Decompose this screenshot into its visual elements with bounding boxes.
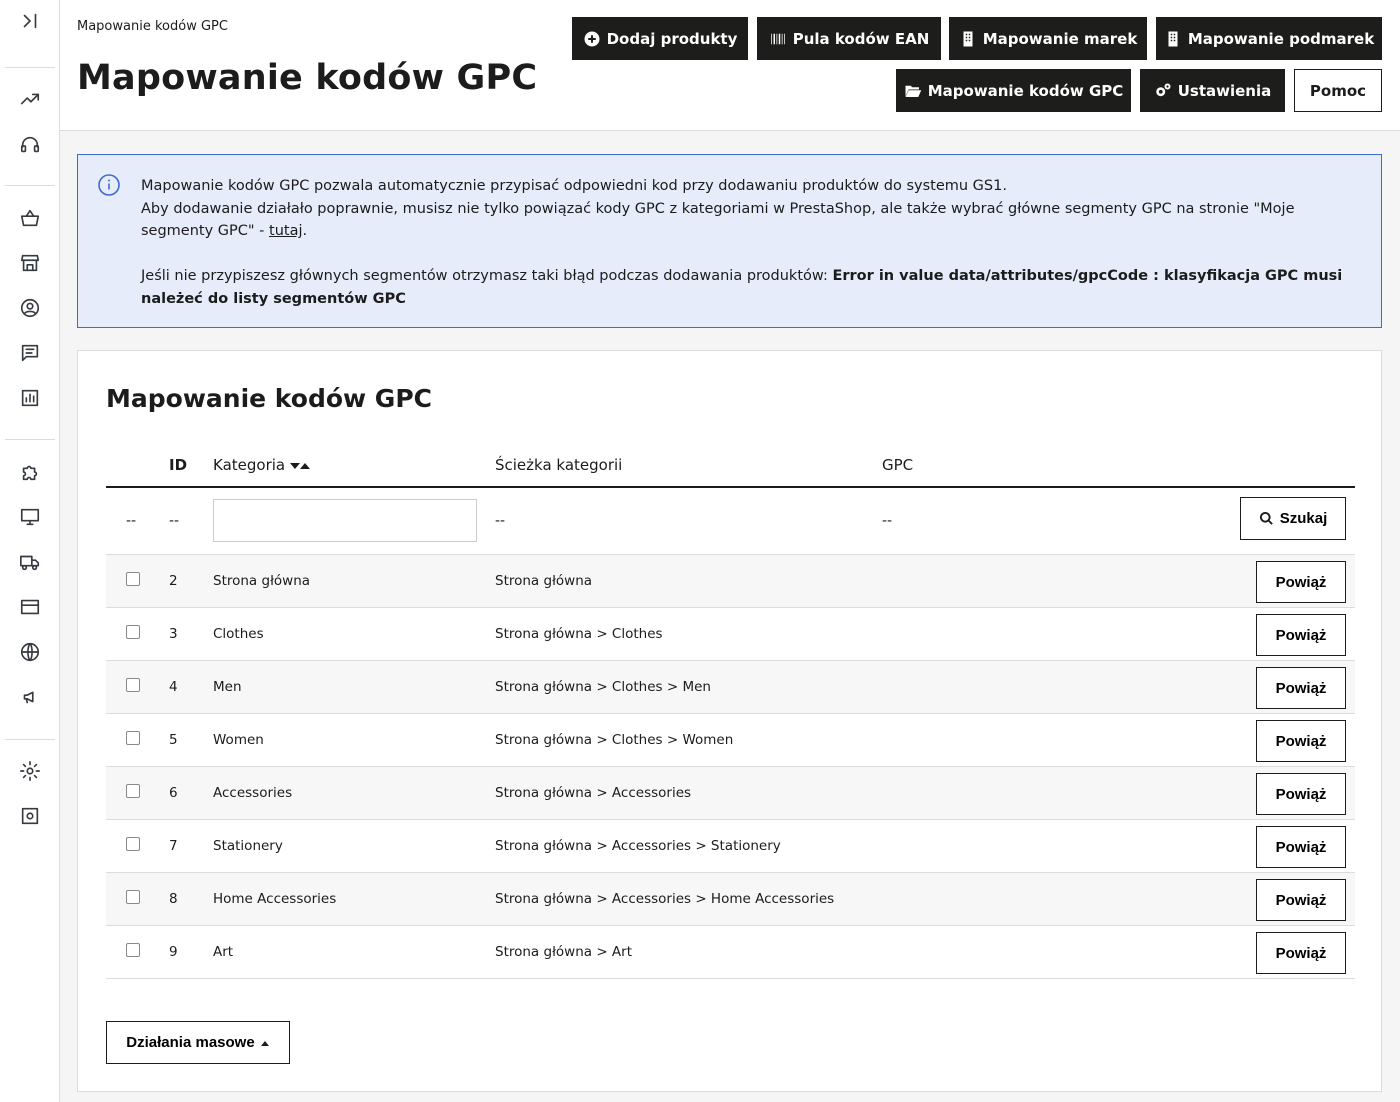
basket-icon[interactable] xyxy=(14,202,46,234)
table-row xyxy=(106,820,1355,873)
filter-id-placeholder: -- xyxy=(169,513,180,529)
table-row xyxy=(106,873,1355,926)
row-category: Men xyxy=(213,679,242,695)
table-row xyxy=(106,714,1355,767)
brand-mapping-button[interactable] xyxy=(949,17,1147,60)
trending-icon[interactable] xyxy=(14,83,46,115)
info-alert xyxy=(77,154,1382,328)
add-products-button[interactable] xyxy=(572,17,748,60)
row-path: Strona główna xyxy=(495,573,593,589)
panel-title: Mapowanie kodów GPC xyxy=(106,384,433,413)
sort-asc-icon[interactable] xyxy=(300,462,310,470)
table-row xyxy=(106,767,1355,820)
row-path: Strona główna > Clothes xyxy=(495,626,663,642)
column-path: Ścieżka kategorii xyxy=(495,456,623,474)
alert-line-3 xyxy=(141,265,1356,310)
alert-line-1: Mapowanie kodów GPC pozwala automatycznie przypisać odpowiedni kod przy dodawaniu produktów do systemu GS1. xyxy=(141,178,1007,194)
row-id: 9 xyxy=(169,944,178,960)
monitor-icon[interactable] xyxy=(14,501,46,533)
subbrand-mapping-button[interactable] xyxy=(1156,17,1382,60)
row-checkbox[interactable] xyxy=(126,784,140,798)
alert-text xyxy=(141,175,1356,311)
search-label: Szukaj xyxy=(1279,510,1328,527)
sidebar-divider xyxy=(5,439,55,440)
bind-gpc-button[interactable]: Powiąż xyxy=(1256,773,1346,815)
row-id: 5 xyxy=(169,732,178,748)
column-category-label: Kategoria xyxy=(213,456,286,474)
search-icon xyxy=(1259,511,1274,526)
ean-pool-button[interactable] xyxy=(757,17,941,60)
gpc-mapping-button[interactable] xyxy=(896,69,1131,112)
settings-label: Ustawienia xyxy=(1177,81,1272,100)
puzzle-icon[interactable] xyxy=(14,456,46,488)
page-title: Mapowanie kodów GPC xyxy=(77,58,538,98)
row-category: Art xyxy=(213,944,234,960)
row-category: Women xyxy=(213,732,264,748)
breadcrumb[interactable]: Mapowanie kodów GPC xyxy=(77,19,228,34)
row-category: Home Accessories xyxy=(213,891,337,907)
truck-icon[interactable] xyxy=(14,546,46,578)
alert-line-3-text: Jeśli nie przypiszesz głównych segmentów otrzymasz taki błąd podczas dodawania produktów: xyxy=(141,268,833,285)
sidebar-divider xyxy=(5,185,55,186)
support-icon[interactable] xyxy=(14,129,46,161)
row-checkbox[interactable] xyxy=(126,837,140,851)
gear-icon[interactable] xyxy=(14,755,46,787)
table-row xyxy=(106,926,1355,979)
row-checkbox[interactable] xyxy=(126,625,140,639)
table-row xyxy=(106,661,1355,714)
alert-line-2-end: . xyxy=(302,223,308,240)
user-icon[interactable] xyxy=(14,292,46,324)
alert-error-text: Error in value data/attributes/gpcCode : klasyfikacja GPC musi należeć do listy segmentów GPC xyxy=(141,268,1343,307)
gears-icon xyxy=(1154,82,1172,100)
row-checkbox[interactable] xyxy=(126,572,140,586)
bind-gpc-button[interactable]: Powiąż xyxy=(1256,879,1346,921)
brand-mapping-label: Mapowanie marek xyxy=(982,29,1138,48)
column-id: ID xyxy=(169,456,188,474)
sort-desc-icon[interactable] xyxy=(290,462,300,470)
table-row xyxy=(106,555,1355,608)
barcode-icon xyxy=(769,30,787,48)
filter-row xyxy=(106,489,1355,555)
subbrand-mapping-label: Mapowanie podmarek xyxy=(1187,29,1375,48)
row-checkbox[interactable] xyxy=(126,678,140,692)
row-category: Accessories xyxy=(213,785,293,801)
row-path: Strona główna > Accessories xyxy=(495,785,692,801)
filter-select-placeholder: -- xyxy=(126,513,137,529)
bulk-actions-button[interactable] xyxy=(106,1021,290,1064)
row-category: Clothes xyxy=(213,626,264,642)
filter-gpc-placeholder: -- xyxy=(882,513,893,529)
column-gpc: GPC xyxy=(882,456,914,474)
row-path: Strona główna > Clothes > Women xyxy=(495,732,734,748)
sidebar-divider xyxy=(5,67,55,68)
settings-button[interactable] xyxy=(1140,69,1285,112)
stats-icon[interactable] xyxy=(14,382,46,414)
page-header xyxy=(60,0,1400,131)
row-category: Stationery xyxy=(213,838,283,854)
sidebar-divider xyxy=(5,739,55,740)
settings-box-icon[interactable] xyxy=(14,800,46,832)
alert-line-2-text: Aby dodawanie działało poprawnie, musisz nie tylko powiązać kody GPC z kategoriami w PrestaShop, ale także wybrać główne segmenty GPC na stronie "Moje segmenty GPC" - xyxy=(141,200,1295,240)
help-button[interactable] xyxy=(1294,69,1382,112)
table-header xyxy=(106,449,1355,488)
gpc-mapping-panel xyxy=(77,350,1382,1092)
bind-gpc-button[interactable]: Powiąż xyxy=(1256,561,1346,603)
row-id: 3 xyxy=(169,626,178,642)
bind-gpc-button[interactable]: Powiąż xyxy=(1256,614,1346,656)
sidebar xyxy=(0,0,60,1102)
gpc-mapping-label: Mapowanie kodów GPC xyxy=(927,81,1124,100)
row-path: Strona główna > Art xyxy=(495,944,633,960)
messages-icon[interactable] xyxy=(14,337,46,369)
segments-link[interactable]: tutaj xyxy=(269,223,303,240)
row-id: 2 xyxy=(169,573,178,589)
plus-circle-icon xyxy=(583,30,601,48)
row-id: 8 xyxy=(169,891,178,907)
credit-card-icon[interactable] xyxy=(14,591,46,623)
bind-gpc-button[interactable]: Powiąż xyxy=(1256,720,1346,762)
row-path: Strona główna > Accessories > Stationery xyxy=(495,838,781,854)
table-row xyxy=(106,608,1355,661)
row-id: 4 xyxy=(169,679,178,695)
store-icon[interactable] xyxy=(14,247,46,279)
globe-icon[interactable] xyxy=(14,636,46,668)
building-icon xyxy=(959,30,977,48)
row-checkbox[interactable] xyxy=(126,890,140,904)
row-path: Strona główna > Clothes > Men xyxy=(495,679,711,695)
ean-pool-label: Pula kodów EAN xyxy=(792,29,930,48)
info-icon xyxy=(97,173,121,197)
collapse-icon[interactable] xyxy=(14,5,46,37)
building-icon xyxy=(1164,30,1182,48)
row-checkbox[interactable] xyxy=(126,731,140,745)
category-filter-input[interactable] xyxy=(213,499,477,542)
row-category: Strona główna xyxy=(213,573,311,589)
bind-gpc-button[interactable]: Powiąż xyxy=(1256,932,1346,974)
alert-line-2 xyxy=(141,198,1356,243)
caret-up-icon xyxy=(260,1039,270,1047)
folder-open-icon xyxy=(904,82,922,100)
filter-path-placeholder: -- xyxy=(495,513,506,529)
row-id: 7 xyxy=(169,838,178,854)
help-label: Pomoc xyxy=(1309,81,1367,100)
row-id: 6 xyxy=(169,785,178,801)
row-checkbox[interactable] xyxy=(126,943,140,957)
bind-gpc-button[interactable]: Powiąż xyxy=(1256,826,1346,868)
search-button[interactable] xyxy=(1240,497,1346,540)
row-path: Strona główna > Accessories > Home Accessories xyxy=(495,891,835,907)
bulk-actions-label: Działania masowe xyxy=(126,1034,255,1051)
bind-gpc-button[interactable]: Powiąż xyxy=(1256,667,1346,709)
megaphone-icon[interactable] xyxy=(14,681,46,713)
column-category[interactable] xyxy=(213,456,310,474)
add-products-label: Dodaj produkty xyxy=(606,29,738,48)
